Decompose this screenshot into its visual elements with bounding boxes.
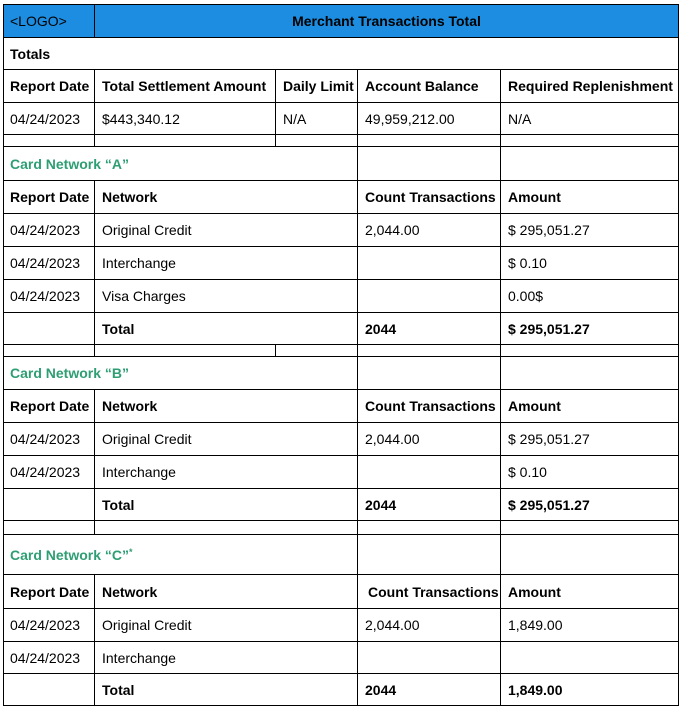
total-count: 2044 xyxy=(358,674,501,706)
logo-placeholder: <LOGO> xyxy=(3,4,95,38)
report-date-cell: 04/24/2023 xyxy=(3,609,95,642)
network-cell: Interchange xyxy=(95,247,358,280)
total-label: Total xyxy=(95,313,358,345)
amount-cell: 0.00$ xyxy=(501,280,679,313)
total-row xyxy=(3,313,679,345)
network-b-title: Card Network “B” xyxy=(3,357,358,390)
report-title: Merchant Transactions Total xyxy=(95,4,679,38)
daily-limit-cell: N/A xyxy=(276,103,358,135)
total-row xyxy=(3,674,679,706)
column-header: Amount xyxy=(501,390,679,423)
report-date-cell: 04/24/2023 xyxy=(3,456,95,489)
column-header: Network xyxy=(95,181,358,214)
network-cell: Interchange xyxy=(95,642,358,674)
table-row xyxy=(3,609,679,642)
total-settlement-cell: $443,340.12 xyxy=(95,103,276,135)
totals-label-row xyxy=(3,38,679,70)
column-header: Required Replenishment xyxy=(501,70,679,103)
report-date-cell: 04/24/2023 xyxy=(3,247,95,280)
network-b-header-row xyxy=(3,390,679,423)
total-count: 2044 xyxy=(358,313,501,345)
amount-cell xyxy=(501,642,679,674)
count-cell: 2,044.00 xyxy=(358,609,501,642)
report-date-cell: 04/24/2023 xyxy=(3,214,95,247)
spacer-row xyxy=(3,521,679,535)
report-date-cell: 04/24/2023 xyxy=(3,103,95,135)
network-a-header-row xyxy=(3,181,679,214)
count-cell xyxy=(358,456,501,489)
column-header: Report Date xyxy=(3,70,95,103)
table-row xyxy=(3,280,679,313)
total-row xyxy=(3,489,679,521)
total-label: Total xyxy=(95,674,358,706)
table-row xyxy=(3,214,679,247)
amount-cell: $ 295,051.27 xyxy=(501,423,679,456)
count-cell: 2,044.00 xyxy=(358,423,501,456)
totals-data-row xyxy=(3,103,679,135)
network-c-header-row xyxy=(3,575,679,609)
count-cell: 2,044.00 xyxy=(358,214,501,247)
column-header: Report Date xyxy=(3,575,95,609)
amount-cell: $ 0.10 xyxy=(501,456,679,489)
totals-header-row xyxy=(3,70,679,103)
header-row xyxy=(3,4,679,38)
amount-cell: $ 0.10 xyxy=(501,247,679,280)
network-cell: Original Credit xyxy=(95,423,358,456)
column-header: Count Transactions xyxy=(358,390,501,423)
total-count: 2044 xyxy=(358,489,501,521)
column-header: Count Transactions xyxy=(358,181,501,214)
totals-label: Totals xyxy=(3,38,679,70)
spacer-row xyxy=(3,345,679,357)
total-amount: 1,849.00 xyxy=(501,674,679,706)
network-c-title: Card Network “C” * xyxy=(3,535,358,575)
total-amount: $ 295,051.27 xyxy=(501,489,679,521)
count-cell xyxy=(358,280,501,313)
count-cell xyxy=(358,642,501,674)
amount-cell: $ 295,051.27 xyxy=(501,214,679,247)
network-cell: Visa Charges xyxy=(95,280,358,313)
column-header: Report Date xyxy=(3,181,95,214)
table-row xyxy=(3,423,679,456)
spacer-row xyxy=(3,135,679,147)
column-header: Network xyxy=(95,390,358,423)
network-c-title-row xyxy=(3,535,679,575)
count-cell xyxy=(358,247,501,280)
column-header: Report Date xyxy=(3,390,95,423)
required-replenishment-cell: N/A xyxy=(501,103,679,135)
column-header: Daily Limit xyxy=(276,70,358,103)
network-cell: Original Credit xyxy=(95,214,358,247)
table-row xyxy=(3,642,679,674)
account-balance-cell: 49,959,212.00 xyxy=(358,103,501,135)
network-cell: Interchange xyxy=(95,456,358,489)
column-header: Network xyxy=(95,575,358,609)
column-header: Account Balance xyxy=(358,70,501,103)
network-a-title-row xyxy=(3,147,679,181)
total-label: Total xyxy=(95,489,358,521)
network-a-title: Card Network “A” xyxy=(3,147,358,181)
total-amount: $ 295,051.27 xyxy=(501,313,679,345)
network-b-title-row xyxy=(3,357,679,390)
report-date-cell: 04/24/2023 xyxy=(3,423,95,456)
table-row xyxy=(3,456,679,489)
column-header: Count Transactions xyxy=(358,575,501,609)
column-header: Amount xyxy=(501,181,679,214)
column-header: Amount xyxy=(501,575,679,609)
report-date-cell: 04/24/2023 xyxy=(3,280,95,313)
network-cell: Original Credit xyxy=(95,609,358,642)
table-row xyxy=(3,247,679,280)
report-date-cell: 04/24/2023 xyxy=(3,642,95,674)
amount-cell: 1,849.00 xyxy=(501,609,679,642)
merchant-transactions-sheet xyxy=(3,4,679,706)
column-header: Total Settlement Amount xyxy=(95,70,276,103)
